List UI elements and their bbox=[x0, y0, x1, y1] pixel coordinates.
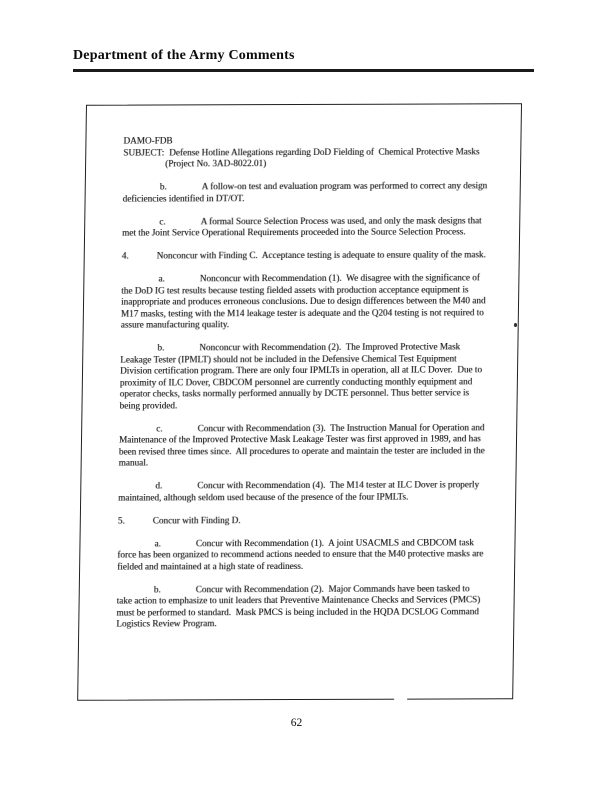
memo-paragraph-4-finding-c bbox=[122, 249, 492, 262]
paragraph-label: a. bbox=[154, 537, 161, 548]
memo-paragraph-c-recommendation-3 bbox=[119, 422, 490, 469]
memo-paragraph-a-taskforce bbox=[117, 537, 488, 573]
memo-body bbox=[116, 134, 493, 630]
subject-label: SUBJECT: bbox=[123, 146, 165, 158]
header-rule bbox=[73, 69, 534, 72]
page-number: 62 bbox=[290, 717, 303, 729]
paragraph-label: c. bbox=[156, 422, 163, 433]
paragraph-text: Concur with Recommendation (2). Major Commands have been tasked to take action to emphasize to unit leaders that Preventive Maintenance Checks and Services (PMCS) must be performed to standard. Mask PMCS is being included in the HQDA DCSLOG Command Logistics Review Program. bbox=[116, 582, 483, 629]
paragraph-label: 5. bbox=[117, 515, 125, 526]
memo-paragraph-b-pmcs bbox=[116, 583, 487, 630]
paragraph-label: a. bbox=[158, 273, 165, 284]
office-symbol: DAMO-FDB bbox=[123, 135, 173, 146]
project-line: (Project No. 3AD-8022.01) bbox=[165, 158, 267, 169]
memo-scan-frame bbox=[77, 103, 522, 701]
memo-paragraph-a-recommendation-1 bbox=[121, 272, 492, 331]
paragraph-label: b. bbox=[157, 342, 165, 353]
paragraph-text: Concur with Finding D. bbox=[152, 514, 241, 526]
paragraph-text: Nonconcur with Recommendation (1). We disagree with the significance of the DoD IG test results because testing fielded assets with production acceptance equipment is inappropriate and produces erroneous conclusions. Due to design differences between the M40 and M17 masks, testing with the M14 leakage tester is adequate and the Q204 testing is not required to assure manufacturing quality. bbox=[120, 272, 488, 330]
memo-paragraph-b-recommendation-2 bbox=[119, 341, 490, 411]
paragraph-text: Concur with Recommendation (1). A joint USACMLS and CBDCOM task force has been organized to recommend actions needed to ensure that the M40 protective masks are fielded and maintained at a high state of readiness. bbox=[117, 536, 486, 572]
memo-paragraph-c-source-selection bbox=[122, 215, 492, 239]
memo-paragraph-d-recommendation-4 bbox=[118, 479, 488, 503]
paragraph-text: Concur with Recommendation (4). The M14 tester at ILC Dover is properly maintained, although seldom used because of the presence of the four IPMLTs. bbox=[118, 479, 482, 503]
paragraph-text: A formal Source Selection Process was used, and only the mask designs that met the Joint Service Operational Requirements proceeded into the Source Selection Process. bbox=[122, 214, 484, 238]
paragraph-text: A follow-on test and evaluation program was performed to correct any design deficiencies identified in DT/OT. bbox=[122, 180, 490, 204]
paragraph-text: Concur with Recommendation (3). The Instruction Manual for Operation and Maintenance of the Improved Protective Mask Leakage Tester was first approved in 1989, and has been revised three times since. All procedures to operate and maintain the tester are included in the manual. bbox=[118, 421, 488, 468]
paragraph-text: Nonconcur with Recommendation (2). The Improved Protective Mask Leakage Tester (IPMLT) should not be included in the Defensive Chemical Test Equipment Division certification program. There are only four IPMLTs in operation, all at ILC Dover. Due to proximity of ILC Dover, CBDCOM personnel are currently conducting monthly equipment and operator checks, tasks normally performed annually by DCTE personnel. Thus better service is being provided. bbox=[119, 341, 485, 411]
paragraph-label: b. bbox=[153, 583, 161, 594]
subject-line bbox=[123, 146, 493, 159]
memo-paragraph-5-finding-d bbox=[118, 514, 488, 527]
subject-text: Defense Hotline Allegations regarding DoD Fielding of Chemical Protective Masks bbox=[169, 145, 480, 157]
paragraph-label: b. bbox=[159, 181, 167, 192]
scan-speck bbox=[514, 323, 517, 327]
paragraph-text: Nonconcur with Finding C. Acceptance testing is adequate to ensure quality of the mask. bbox=[156, 249, 486, 261]
paragraph-label: c. bbox=[159, 215, 166, 226]
running-header bbox=[73, 48, 534, 72]
header-title: Department of the Army Comments bbox=[73, 48, 295, 63]
paragraph-label: d. bbox=[155, 480, 163, 491]
scan-border-fade bbox=[394, 697, 407, 701]
paragraph-label: 4. bbox=[121, 250, 129, 261]
memo-paragraph-b-followon bbox=[123, 180, 493, 204]
